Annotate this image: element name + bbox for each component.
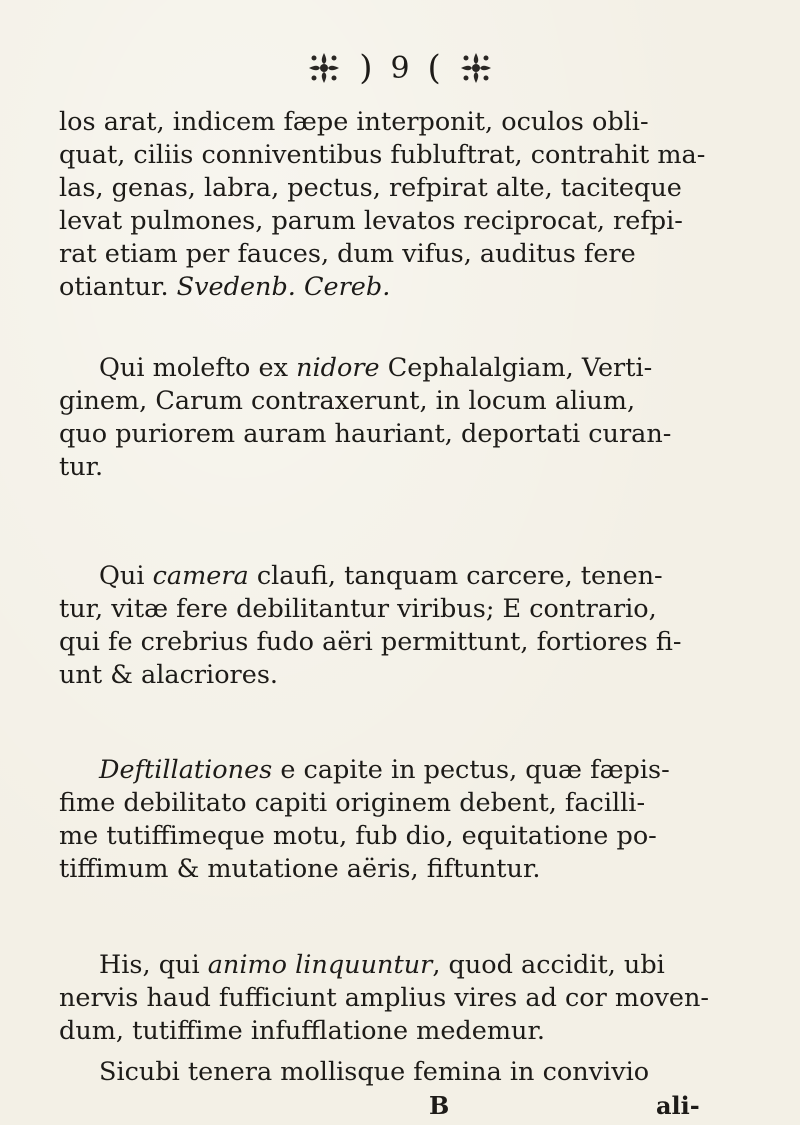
text-run: Cephalalgiam, Verti- xyxy=(379,353,653,383)
italic-run: camera xyxy=(152,561,249,591)
text-line xyxy=(59,385,635,418)
header-close-paren: ( xyxy=(427,48,441,88)
text-run: tiffimum & mutatione aëris, fiftuntur. xyxy=(59,854,541,884)
signature-mark: B xyxy=(429,1091,450,1120)
text-line xyxy=(59,593,657,626)
text-run: nervis haud fufficiunt amplius vires ad cor moven- xyxy=(59,983,710,1013)
text-run: , quod accidit, ubi xyxy=(432,950,665,980)
text-line xyxy=(59,853,540,886)
text-run: dum, tutiffime infufflatione medemur. xyxy=(59,1016,545,1046)
text-line xyxy=(59,205,683,238)
text-line xyxy=(99,352,652,385)
text-line xyxy=(59,659,278,692)
text-run: me tutiffimeque motu, fub dio, equitatione po- xyxy=(59,821,657,851)
text-line xyxy=(59,982,709,1015)
text-line xyxy=(59,418,671,451)
text-run: e capite in pectus, quæ fæpis- xyxy=(272,755,670,785)
text-run: quat, ciliis conniventibus fubluftrat, contrahit ma- xyxy=(59,140,706,170)
italic-run: Deftillationes xyxy=(99,755,273,785)
text-line xyxy=(59,626,681,659)
text-line xyxy=(59,106,649,139)
italic-run: nidore xyxy=(296,353,380,383)
text-run: quo puriorem auram hauriant, deportati curan- xyxy=(59,419,672,449)
text-run: levat pulmones, parum levatos reciprocat, refpi- xyxy=(59,206,683,236)
text-line xyxy=(59,271,390,304)
text-line xyxy=(59,238,636,271)
fleuron-right-icon xyxy=(459,51,493,85)
text-run: las, genas, labra, pectus, refpirat alte, taciteque xyxy=(59,173,682,203)
text-run: claufi, tanquam carcere, tenen- xyxy=(248,561,663,591)
catchword: ali- xyxy=(656,1091,700,1120)
text-run: Qui molefto ex xyxy=(99,353,297,383)
text-run: unt & alacriores. xyxy=(59,660,279,690)
text-run: ginem, Carum contraxerunt, in locum alium, xyxy=(59,386,636,416)
text-run: rat etiam per fauces, dum vifus, auditus fere xyxy=(59,239,636,269)
text-line xyxy=(99,754,670,787)
text-run: otiantur. xyxy=(59,272,177,302)
fleuron-left-icon xyxy=(307,51,341,85)
text-line xyxy=(59,172,682,205)
text-run: tur, vitæ fere debilitantur viribus; E contrario, xyxy=(59,594,657,624)
text-run: fime debilitato capiti originem debent, facilli- xyxy=(59,788,646,818)
text-run: los arat, indicem fæpe interponit, oculos obli- xyxy=(59,107,649,137)
text-line xyxy=(59,787,645,820)
text-line xyxy=(59,139,705,172)
page-number: 9 xyxy=(390,50,410,86)
italic-run: Svedenb. Cereb. xyxy=(176,272,391,302)
text-line xyxy=(99,949,665,982)
text-line xyxy=(99,1056,649,1089)
text-run: qui fe crebrius fudo aëri permittunt, fortiores fi- xyxy=(59,627,682,657)
text-line xyxy=(59,1015,545,1048)
text-line xyxy=(59,820,657,853)
text-line xyxy=(99,560,663,593)
text-run: His, qui xyxy=(99,950,208,980)
text-run: Qui xyxy=(99,561,153,591)
text-run: tur. xyxy=(59,452,104,482)
header-open-paren: ) xyxy=(359,48,373,88)
page-header xyxy=(0,38,800,98)
text-line xyxy=(59,451,103,484)
text-run: Sicubi tenera mollisque femina in convivio xyxy=(99,1057,650,1087)
italic-run: animo linquuntur xyxy=(207,950,433,980)
